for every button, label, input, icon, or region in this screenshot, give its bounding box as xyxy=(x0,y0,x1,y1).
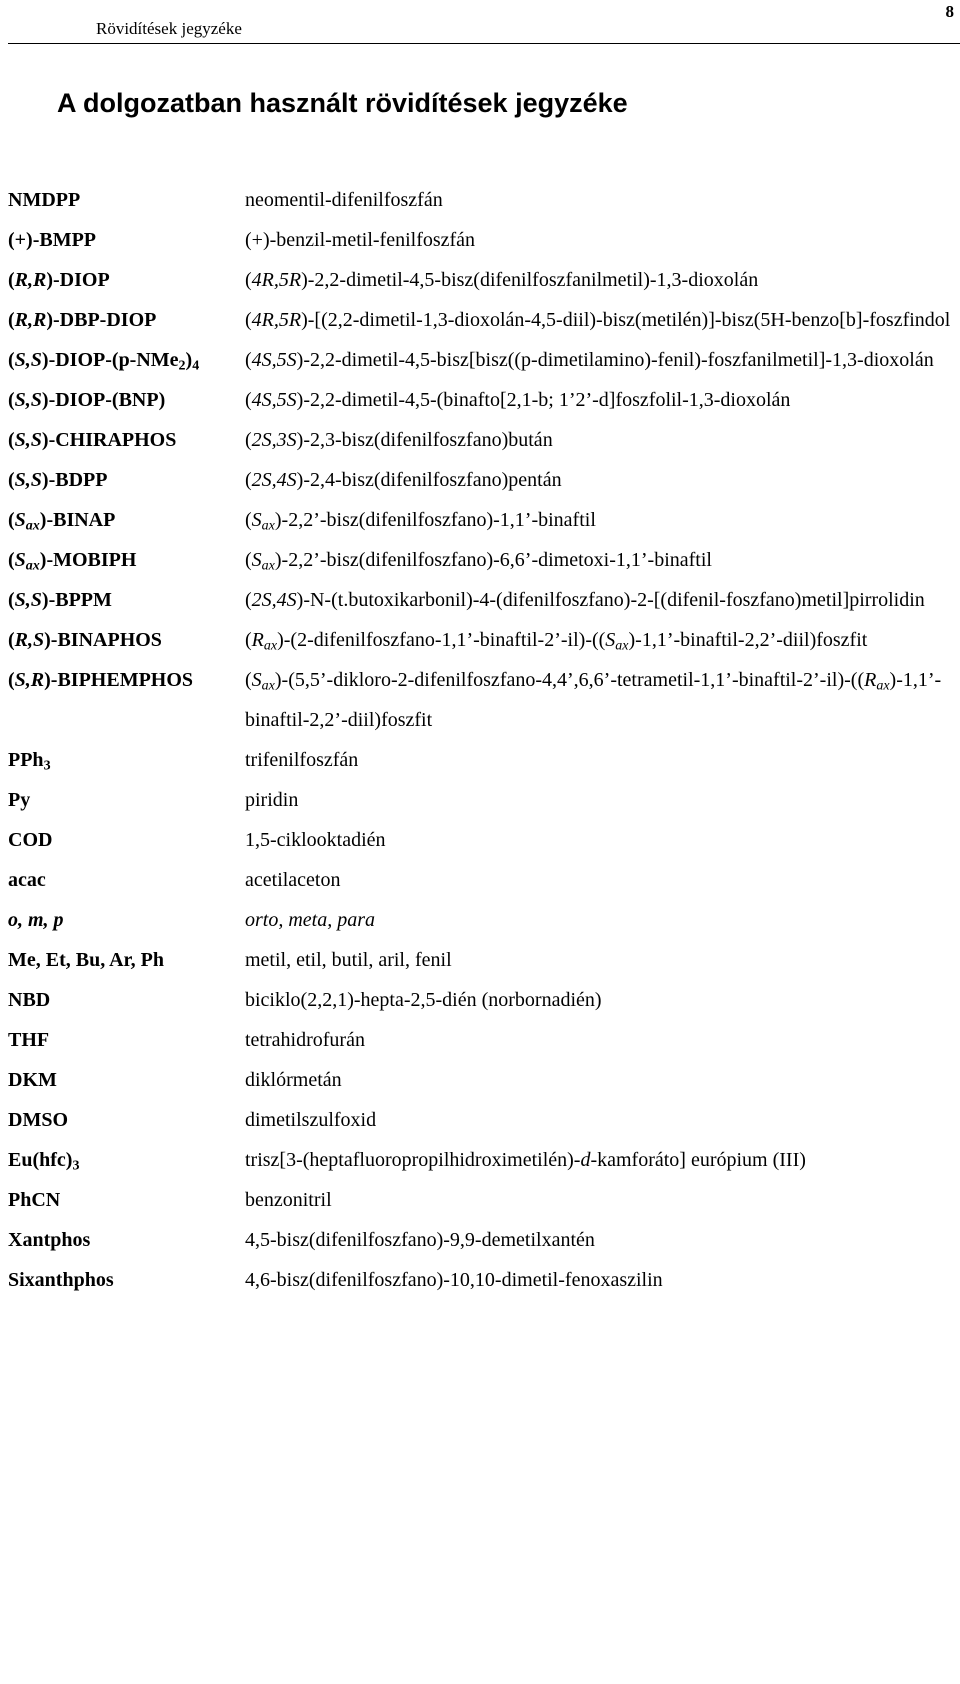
abbreviation: DKM xyxy=(8,1069,57,1091)
definition: trisz[3-(heptafluoropropilhidroximetilén)-d-kamforáto] európium (III) xyxy=(245,1149,806,1171)
definition: tetrahidrofurán xyxy=(245,1029,365,1051)
definition: (2S,4S)-2,4-bisz(difenilfoszfano)pentán xyxy=(245,469,562,491)
list-item xyxy=(8,460,952,500)
list-item xyxy=(8,380,952,420)
page-header xyxy=(0,0,960,46)
definition: $(R_{ax})-(2-difenilfoszfano-1,1’-binaftil-2’-il)-((S_{ax})-1,1’-binaftil-2,2’-diil)foszfit$ xyxy=(245,629,868,654)
abbreviation: NMDPP xyxy=(8,189,81,211)
list-item xyxy=(8,340,952,380)
list-item xyxy=(8,1100,952,1140)
list-item xyxy=(8,1140,952,1180)
list-item xyxy=(8,740,952,780)
list-item xyxy=(8,540,952,580)
definition: $(S_{ax})-(5,5’-dikloro-2-difenilfoszfano-4,4’,6,6’-tetrametil-1,1’-binaftil-2’-il)-((R_{ax})-1,1’-binaftil-2,2’-diil)foszfit$ xyxy=(245,669,942,731)
running-head: Rövidítések jegyzéke xyxy=(96,19,242,38)
list-item xyxy=(8,500,952,540)
abbreviation: (+)-BMPP xyxy=(8,229,97,251)
list-item xyxy=(8,620,952,660)
list-item xyxy=(8,820,952,860)
list-item xyxy=(8,260,952,300)
list-item xyxy=(8,660,952,740)
abbreviation: Me, Et, Bu, Ar, Ph xyxy=(8,949,164,971)
abbreviation: PPh$_3$ xyxy=(8,749,51,774)
abbreviation: (S,S)-DIOP-(BNP) xyxy=(8,389,166,411)
abbreviation: PhCN xyxy=(8,1189,61,1211)
list-item xyxy=(8,860,952,900)
page-number: 8 xyxy=(945,2,954,21)
page-title: A dolgozatban használt rövidítések jegyzéke xyxy=(57,88,628,118)
list-item xyxy=(8,980,952,1020)
abbreviation: DMSO xyxy=(8,1109,68,1131)
list-item xyxy=(8,940,952,980)
definition: diklórmetán xyxy=(245,1069,342,1091)
abbreviation: $(S,S)-DIOP-(p-NMe_2)_4$ xyxy=(8,349,200,374)
definition: benzonitril xyxy=(245,1189,332,1211)
definition: piridin xyxy=(245,789,299,811)
list-item xyxy=(8,780,952,820)
abbreviation: (S,S)-BDPP xyxy=(8,469,108,491)
definition: metil, etil, butil, aril, fenil xyxy=(245,949,452,971)
list-item xyxy=(8,900,952,940)
abbreviation: o, m, p xyxy=(8,909,64,931)
definition: $(S_{ax})-2,2’-bisz(difenilfoszfano)-1,1$’-binaftil xyxy=(245,509,596,534)
list-item xyxy=(8,1180,952,1220)
definition: $(S_{ax})-2,2’-bisz(difenilfoszfano)-6,6’-dimetoxi-1,1$’-binaftil xyxy=(245,549,712,574)
abbreviation: Sixanthphos xyxy=(8,1269,114,1291)
definition: neomentil-difenilfoszfán xyxy=(245,189,443,211)
abbreviation: (S,S)-BPPM xyxy=(8,589,112,611)
definition: trifenilfoszfán xyxy=(245,749,359,771)
abbreviation: Xantphos xyxy=(8,1229,91,1251)
definition: 1,5-ciklooktadién xyxy=(245,829,386,851)
definition: 4,5-bisz(difenilfoszfano)-9,9-demetilxantén xyxy=(245,1229,595,1251)
definition: 4,6-bisz(difenilfoszfano)-10,10-dimetil-fenoxaszilin xyxy=(245,1269,663,1291)
abbreviation: (R,S)-BINAPHOS xyxy=(8,629,162,651)
list-item xyxy=(8,180,952,220)
definition: biciklo(2,2,1)-hepta-2,5-dién (norbornadién) xyxy=(245,989,602,1011)
abbreviation: acac xyxy=(8,869,46,891)
abbreviation-list xyxy=(8,180,952,1300)
list-item xyxy=(8,300,952,340)
list-item xyxy=(8,1060,952,1100)
list-item xyxy=(8,220,952,260)
abbreviation: Py xyxy=(8,789,31,811)
definition: acetilaceton xyxy=(245,869,341,891)
abbreviation: $Eu(hfc)_3$ xyxy=(8,1149,80,1174)
abbreviation: (R,R)-DIOP xyxy=(8,269,110,291)
definition: (4R,5R)-[(2,2-dimetil-1,3-dioxolán-4,5-diil)-bisz(metilén)]-bisz(5H-benzo[b]-foszfindol xyxy=(245,309,951,331)
abbreviation: (S,R)-BIPHEMPHOS xyxy=(8,669,194,691)
definition: orto, meta, para xyxy=(245,909,375,931)
abbreviation: COD xyxy=(8,829,53,851)
abbreviation: $(S_{ax})$-BINAP xyxy=(8,509,116,534)
definition: (2S,3S)-2,3-bisz(difenilfoszfano)bután xyxy=(245,429,553,451)
abbreviation: NBD xyxy=(8,989,51,1011)
list-item xyxy=(8,1220,952,1260)
abbreviation: $(S_{ax})$-MOBIPH xyxy=(8,549,137,574)
definition: (4S,5S)-2,2-dimetil-4,5-bisz[bisz((p-dimetilamino)-fenil)-foszfanilmetil]-1,3-dioxolán xyxy=(245,349,934,371)
abbreviation: (R,R)-DBP-DIOP xyxy=(8,309,157,331)
header-rule xyxy=(8,43,960,44)
list-item xyxy=(8,1260,952,1300)
definition: (+)-benzil-metil-fenilfoszfán xyxy=(245,229,476,251)
list-item xyxy=(8,580,952,620)
list-item xyxy=(8,420,952,460)
abbreviation: THF xyxy=(8,1029,50,1051)
definition: (2S,4S)-N-(t.butoxikarbonil)-4-(difenilfoszfano)-2-[(difenil-foszfano)metil]pirrolidin xyxy=(245,589,925,611)
definition: (4S,5S)-2,2-dimetil-4,5-(binafto[2,1-b; 1’2’-d]foszfolil-1,3-dioxolán xyxy=(245,389,791,411)
list-item xyxy=(8,1020,952,1060)
definition: dimetilszulfoxid xyxy=(245,1109,377,1131)
definition: (4R,5R)-2,2-dimetil-4,5-bisz(difenilfoszfanilmetil)-1,3-dioxolán xyxy=(245,269,759,291)
abbreviation: (S,S)-CHIRAPHOS xyxy=(8,429,177,451)
